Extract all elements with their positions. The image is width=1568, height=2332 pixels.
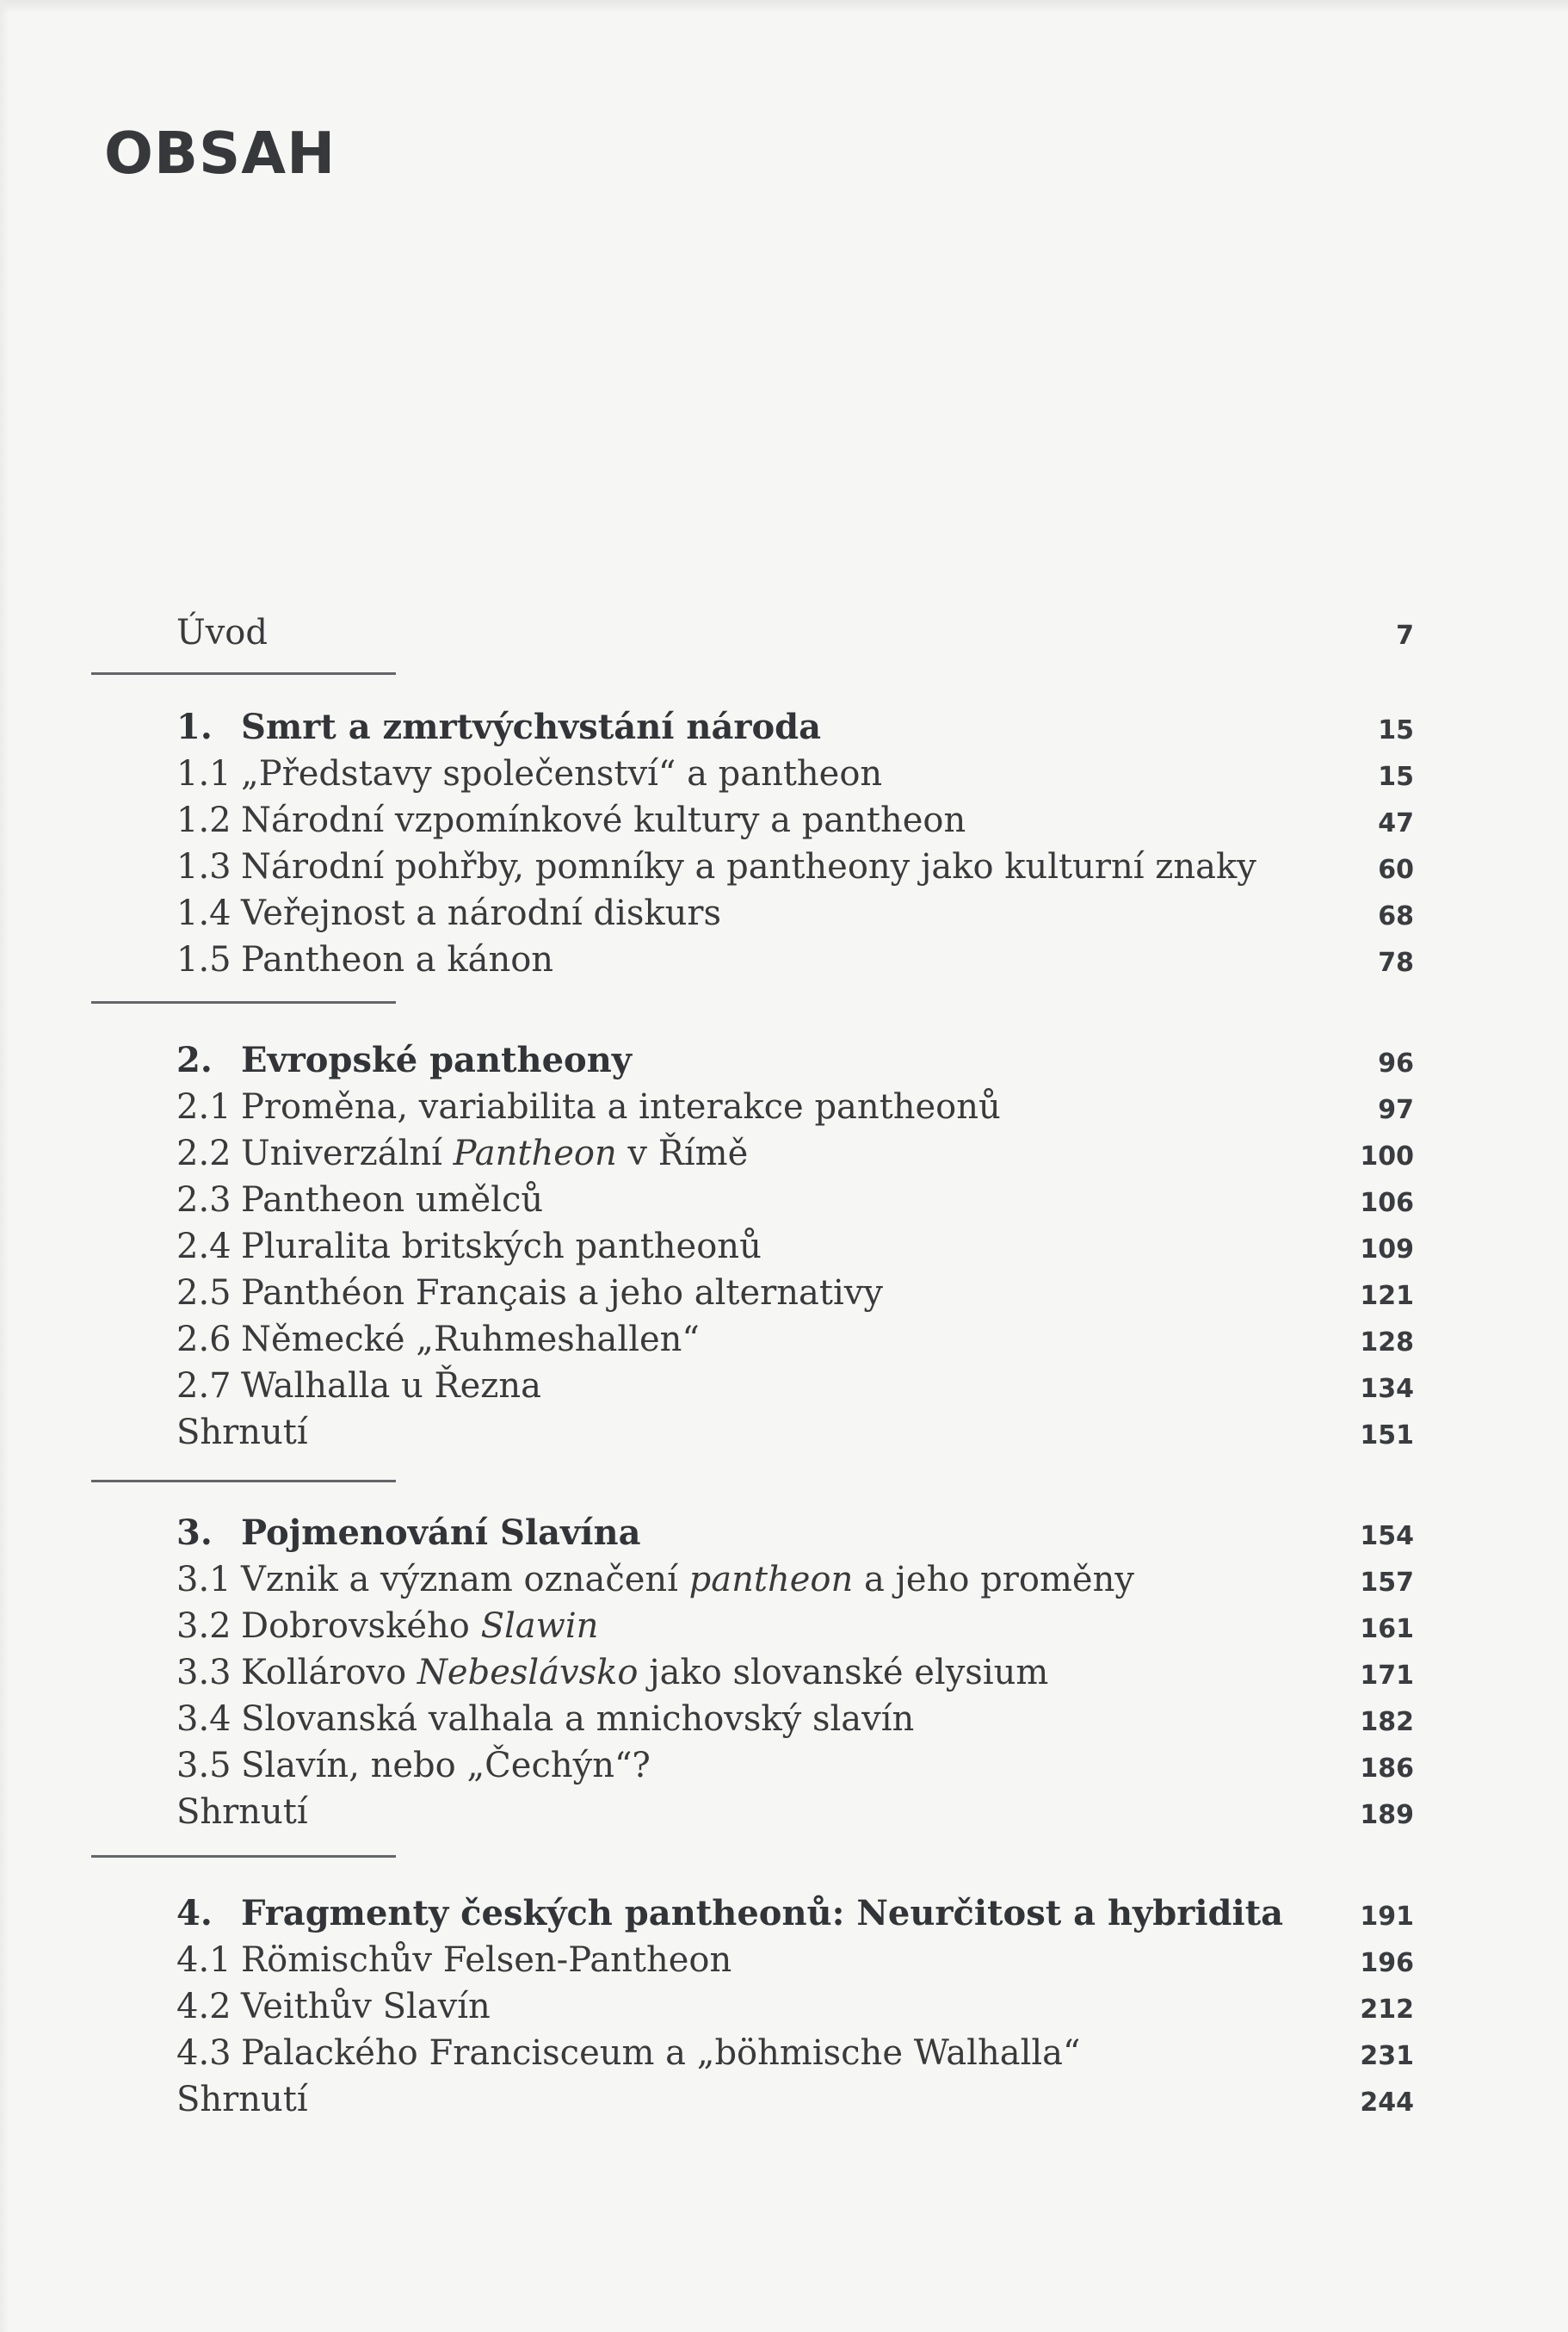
toc-section-1 — [176, 704, 1414, 983]
scan-edge-shading — [0, 0, 9, 2332]
toc-row-title — [241, 1649, 1311, 1696]
toc-row-number: 1. — [176, 707, 213, 747]
toc-row — [176, 1363, 1414, 1409]
toc-row-title: Pojmenování Slavína — [241, 1512, 641, 1553]
toc-row-page: 60 — [1378, 855, 1414, 885]
toc-row — [176, 1223, 1414, 1270]
toc-row-title: Römischův Felsen-Pantheon — [241, 1940, 732, 1980]
toc-row-title — [241, 1603, 1311, 1649]
toc-row-page: 7 — [1396, 621, 1414, 651]
toc-row — [176, 1742, 1414, 1789]
toc-row-page: 97 — [1378, 1095, 1414, 1125]
toc-row-title: Veřejnost a národní diskurs — [241, 894, 722, 933]
toc-row-title: Národní pohřby, pomníky a pantheony jako kulturní znaky — [241, 847, 1256, 887]
toc-row-page: 191 — [1360, 1902, 1414, 1932]
page-title: OBSAH — [104, 119, 336, 187]
toc-row-number: 2.4 — [176, 1227, 231, 1266]
toc-row-page: 186 — [1360, 1754, 1414, 1784]
toc-row-number: 4.3 — [176, 2033, 231, 2073]
toc-row-title: Úvod — [176, 613, 268, 653]
toc-row-page: 78 — [1378, 948, 1414, 978]
toc-row-title: Palackého Francisceum a „böhmische Walhalla“ — [241, 2033, 1081, 2073]
scan-edge-shading — [0, 0, 1568, 14]
toc-row-title: Shrnutí — [176, 1413, 308, 1452]
toc-row-heading — [176, 704, 1414, 751]
toc-row-number: 4.2 — [176, 1987, 231, 2026]
toc-row-number: 1.1 — [176, 754, 231, 794]
toc-row-heading — [176, 1037, 1414, 1084]
toc-row-page: 134 — [1360, 1374, 1414, 1404]
section-divider — [91, 672, 396, 675]
toc-title-segment: Vznik a význam označení — [241, 1560, 689, 1599]
toc-row-title: Walhalla u Řezna — [241, 1366, 541, 1406]
toc-row-page: 171 — [1360, 1661, 1414, 1691]
toc-row-number: 2.1 — [176, 1087, 231, 1127]
toc-row-number: 4.1 — [176, 1940, 231, 1980]
toc-row-number: 2.7 — [176, 1366, 231, 1406]
toc-row — [176, 1649, 1414, 1696]
toc-row-title: Evropské pantheony — [241, 1040, 633, 1080]
toc-row-title: Panthéon Français a jeho alternativy — [241, 1273, 883, 1313]
toc-row-number: 1.5 — [176, 940, 231, 980]
toc-row-title: Proměna, variabilita a interakce pantheonů — [241, 1087, 1001, 1127]
toc-row — [176, 1270, 1414, 1316]
toc-row-number: 1.4 — [176, 894, 231, 933]
toc-row-summary — [176, 1789, 1414, 1835]
toc-row-page: 68 — [1378, 901, 1414, 931]
toc-section-3 — [176, 1510, 1414, 1835]
toc-row-number: 2.6 — [176, 1320, 231, 1359]
toc-row-number: 4. — [176, 1893, 213, 1933]
toc-row-title: Slavín, nebo „Čechýn“? — [241, 1746, 651, 1785]
toc-row-title: Veithův Slavín — [241, 1987, 491, 2026]
toc-row-title: Shrnutí — [176, 2080, 308, 2119]
toc-row-heading — [176, 1510, 1414, 1556]
toc-row-number: 3.4 — [176, 1699, 231, 1739]
toc-title-italic-segment: Nebeslávsko — [417, 1653, 639, 1692]
toc-row-title: Shrnutí — [176, 1792, 308, 1832]
toc-row-page: 182 — [1360, 1707, 1414, 1737]
toc-title-italic-segment: pantheon — [688, 1560, 854, 1599]
toc-row-title: Fragmenty českých pantheonů: Neurčitost a hybridita — [241, 1893, 1284, 1933]
toc-row — [176, 797, 1414, 844]
toc-row-number: 2.2 — [176, 1134, 231, 1173]
toc-row — [176, 751, 1414, 797]
toc-title-segment: Dobrovského — [241, 1606, 481, 1646]
toc-title-segment: Kollárovo — [241, 1653, 417, 1692]
toc-row-page: 15 — [1378, 715, 1414, 745]
toc-row-number: 1.2 — [176, 801, 231, 840]
toc-row-title: Pantheon a kánon — [241, 940, 554, 980]
toc-row-page: 15 — [1378, 762, 1414, 792]
toc-row-title: Slovanská valhala a mnichovský slavín — [241, 1699, 915, 1739]
toc-row-page: 212 — [1360, 1995, 1414, 2025]
toc-row-page: 100 — [1360, 1141, 1414, 1172]
toc-row-page: 231 — [1360, 2041, 1414, 2071]
toc-row-summary — [176, 2076, 1414, 2123]
toc-row-page: 96 — [1378, 1048, 1414, 1079]
toc-title-segment: Univerzální — [241, 1134, 454, 1173]
toc-row-number: 2.3 — [176, 1180, 231, 1220]
toc-title-italic-segment: Pantheon — [453, 1134, 617, 1173]
toc-row — [176, 890, 1414, 937]
toc-row-page: 106 — [1360, 1188, 1414, 1218]
toc-row-title: Pluralita britských pantheonů — [241, 1227, 762, 1266]
toc-row-title — [241, 1130, 1311, 1177]
toc-row-number: 2.5 — [176, 1273, 231, 1313]
toc-row — [176, 1603, 1414, 1649]
toc-row-page: 244 — [1360, 2088, 1414, 2118]
toc-row-title: „Představy společenství“ a pantheon — [241, 754, 883, 794]
toc-row-page: 154 — [1360, 1521, 1414, 1551]
toc-title-segment: v Římě — [616, 1134, 749, 1173]
toc-section-2 — [176, 1037, 1414, 1456]
toc-row-page: 109 — [1360, 1234, 1414, 1265]
toc-intro-block — [176, 609, 1414, 656]
toc-row-page: 161 — [1360, 1614, 1414, 1644]
toc-row-page: 128 — [1360, 1327, 1414, 1358]
toc-row-number: 2. — [176, 1040, 213, 1080]
toc-row — [176, 844, 1414, 890]
toc-row — [176, 1177, 1414, 1223]
toc-row-page: 189 — [1360, 1800, 1414, 1830]
toc-row-summary — [176, 1409, 1414, 1456]
toc-row — [176, 1937, 1414, 1983]
toc-row-page: 47 — [1378, 808, 1414, 838]
toc-section-4 — [176, 1890, 1414, 2123]
toc-row-heading — [176, 1890, 1414, 1937]
toc-row-page: 196 — [1360, 1948, 1414, 1978]
toc-row — [176, 1130, 1414, 1177]
toc-row-number: 3.3 — [176, 1653, 231, 1692]
toc-row — [176, 1316, 1414, 1363]
toc-row-title: Smrt a zmrtvýchvstání národa — [241, 707, 822, 747]
toc-row-page: 157 — [1360, 1568, 1414, 1598]
toc-title-segment: jako slovanské elysium — [638, 1653, 1049, 1692]
toc-title-segment: a jeho proměny — [853, 1560, 1134, 1599]
toc-row-page: 151 — [1360, 1420, 1414, 1451]
toc-row-title: Německé „Ruhmeshallen“ — [241, 1320, 700, 1359]
toc-row-title: Pantheon umělců — [241, 1180, 544, 1220]
toc-row — [176, 1084, 1414, 1130]
toc-row-number: 3.2 — [176, 1606, 231, 1646]
toc-row-number: 3.1 — [176, 1560, 231, 1599]
toc-row-title — [241, 1556, 1311, 1603]
toc-row-title: Národní vzpomínkové kultury a pantheon — [241, 801, 966, 840]
toc-row — [176, 1556, 1414, 1603]
section-divider — [91, 1855, 396, 1858]
section-divider — [91, 1480, 396, 1482]
toc-row-uvod — [176, 609, 1414, 656]
toc-row-page: 121 — [1360, 1281, 1414, 1311]
toc-row-number: 3. — [176, 1512, 213, 1553]
toc-row-number: 3.5 — [176, 1746, 231, 1785]
toc-row — [176, 937, 1414, 983]
section-divider — [91, 1001, 396, 1004]
toc-row — [176, 1983, 1414, 2030]
toc-title-italic-segment: Slawin — [480, 1606, 599, 1646]
toc-row — [176, 1696, 1414, 1742]
toc-row — [176, 2030, 1414, 2076]
toc-row-number: 1.3 — [176, 847, 231, 887]
